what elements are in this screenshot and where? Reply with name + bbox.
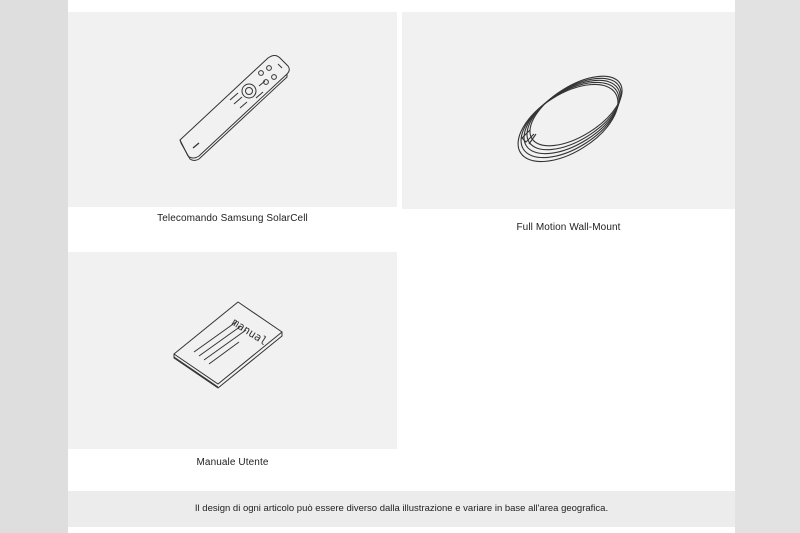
caption-manual: Manuale Utente — [196, 457, 269, 468]
accessory-card-remote — [68, 12, 397, 207]
right-margin — [735, 0, 800, 533]
disclaimer-text: Il design di ogni articolo può essere diverso dalla illustrazione e variare in base all'area geografica. — [194, 503, 609, 514]
caption-remote: Telecomando Samsung SolarCell — [157, 213, 308, 224]
disclaimer-band — [68, 491, 735, 527]
accessory-card-wall-mount — [402, 12, 735, 209]
remote-control-icon — [68, 12, 397, 207]
left-margin — [0, 0, 68, 533]
accessory-card-manual — [68, 252, 397, 449]
manual-booklet-icon — [68, 252, 397, 449]
manual-cover-text: manual — [229, 315, 270, 349]
cable-coil-icon — [402, 12, 735, 209]
caption-wall-mount: Full Motion Wall-Mount — [516, 222, 621, 233]
